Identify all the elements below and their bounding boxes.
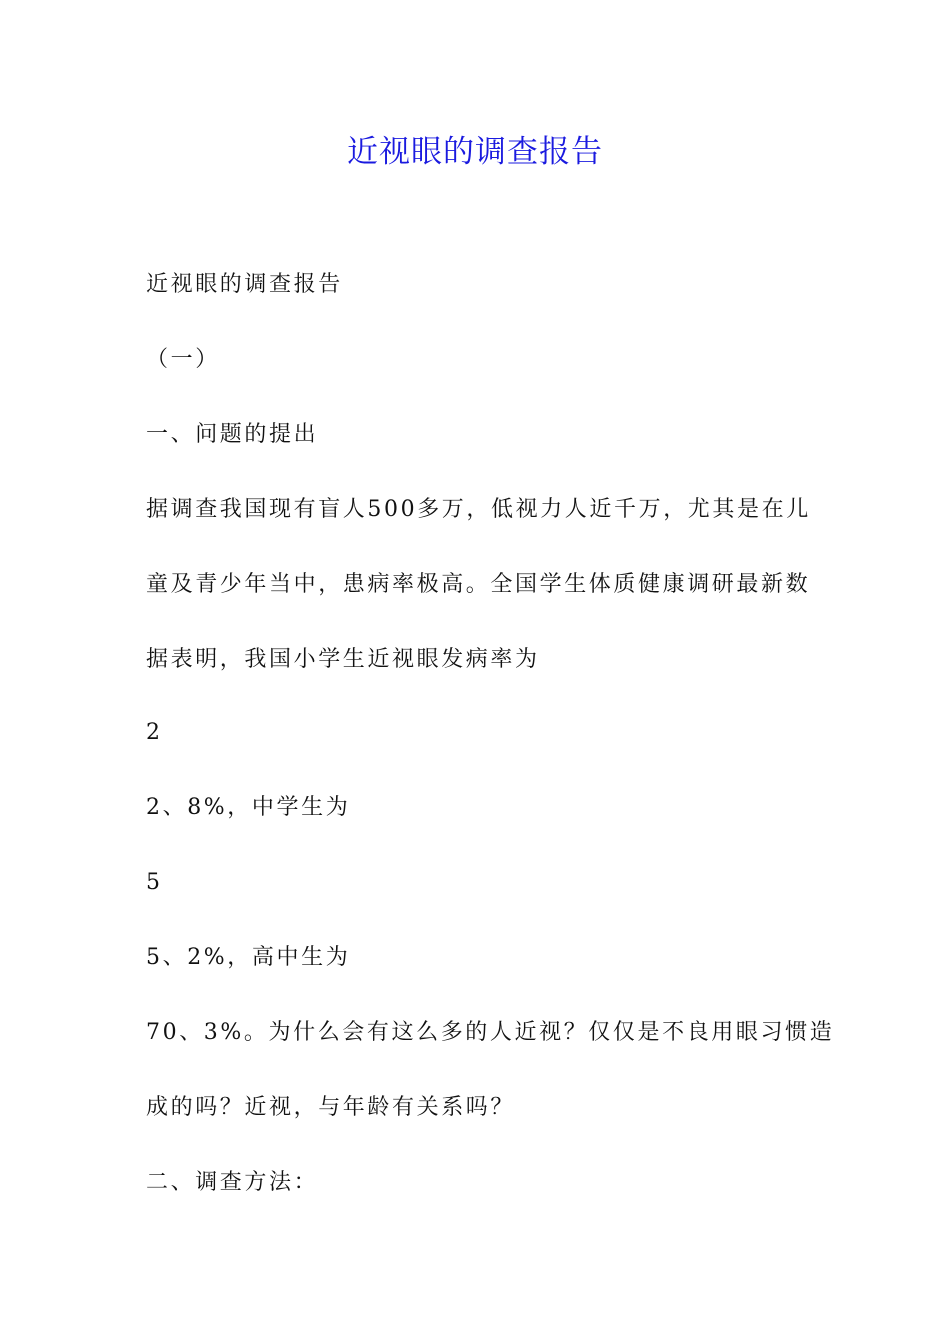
body-line-paragraph: 成的吗？近视，与年龄有关系吗？ [146,1095,516,1120]
document-title: 近视眼的调查报告 [347,134,603,170]
body-line-paragraph: 童及青少年当中，患病率极高。全国学生体质健康调研最新数 [146,572,811,597]
body-line-subtitle: 近视眼的调查报告 [146,272,343,297]
body-line-heading-problem: 一、问题的提出 [146,422,319,447]
body-line-paragraph: 据调查我国现有盲人500多万，低视力人近千万，尤其是在儿 [146,497,811,522]
body-line-section-number: （一） [146,347,220,372]
body-line-heading-method: 二、调查方法： [146,1170,319,1195]
body-line-paragraph: 2、8%，中学生为 [146,795,351,820]
body-line-paragraph: 5、2%，高中生为 [146,945,351,970]
body-line-paragraph: 70、3%。为什么会有这么多的人近视？仅仅是不良用眼习惯造 [146,1020,835,1045]
body-line-number: 2 [146,720,163,745]
body-line-number: 5 [146,870,163,895]
body-line-paragraph: 据表明，我国小学生近视眼发病率为 [146,647,540,672]
